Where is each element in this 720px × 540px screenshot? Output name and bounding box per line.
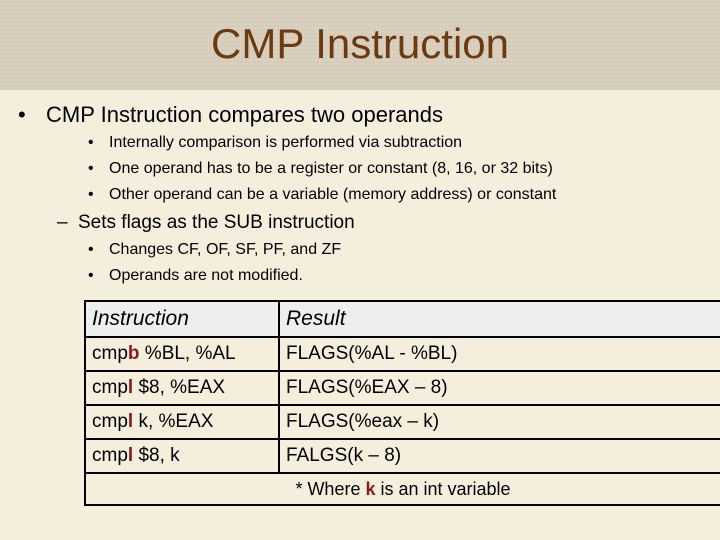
level2-bullet-text: Sets flags as the SUB instruction	[78, 212, 355, 233]
table-footnote-row	[85, 473, 720, 505]
table-row	[85, 439, 720, 473]
main-bullet-text: CMP Instruction compares two operands	[46, 102, 443, 127]
sub-bullet	[88, 160, 553, 178]
bullet-dot: •	[88, 267, 94, 284]
slide-title: CMP Instruction	[211, 20, 509, 67]
sub-bullet-text: Operands are not modified.	[109, 267, 303, 284]
sub-bullet	[88, 267, 303, 285]
sub-bullet-text: One operand has to be a register or constant (8, 16, or 32 bits)	[109, 160, 553, 177]
result-cell: FALGS(k – 8)	[279, 439, 720, 473]
table-footnote: * Where k is an int variable	[85, 473, 720, 505]
bullet-dot: •	[88, 186, 94, 203]
instruction-cell: cmpl k, %EAX	[85, 405, 279, 439]
table-row	[85, 371, 720, 405]
result-cell: FLAGS(%AL - %BL)	[279, 337, 720, 371]
level2-bullet	[57, 212, 355, 234]
sub-bullet-text: Internally comparison is performed via subtraction	[109, 134, 463, 151]
cmp-table	[84, 300, 720, 506]
header-result: Result	[279, 301, 720, 337]
instruction-cell: cmpl $8, k	[85, 439, 279, 473]
sub-bullet	[88, 241, 341, 259]
bullet-dot: •	[88, 241, 94, 258]
bullet-dot: •	[88, 160, 94, 177]
sub-bullet-text: Changes CF, OF, SF, PF, and ZF	[109, 241, 342, 258]
sub-bullet	[88, 186, 556, 204]
table-row	[85, 337, 720, 371]
sub-bullet	[88, 134, 462, 152]
table-row	[85, 405, 720, 439]
table-header-row	[85, 301, 720, 337]
result-cell: FLAGS(%EAX – 8)	[279, 371, 720, 405]
main-bullet	[18, 102, 443, 128]
bullet-dot: •	[88, 134, 94, 151]
dash-marker: –	[57, 212, 68, 233]
header-instruction: Instruction	[85, 301, 279, 337]
instruction-cell: cmpl $8, %EAX	[85, 371, 279, 405]
sub-bullet-text: Other operand can be a variable (memory address) or constant	[109, 186, 557, 203]
bullet-dot: •	[18, 102, 26, 127]
result-cell: FLAGS(%eax – k)	[279, 405, 720, 439]
instruction-cell: cmpb %BL, %AL	[85, 337, 279, 371]
